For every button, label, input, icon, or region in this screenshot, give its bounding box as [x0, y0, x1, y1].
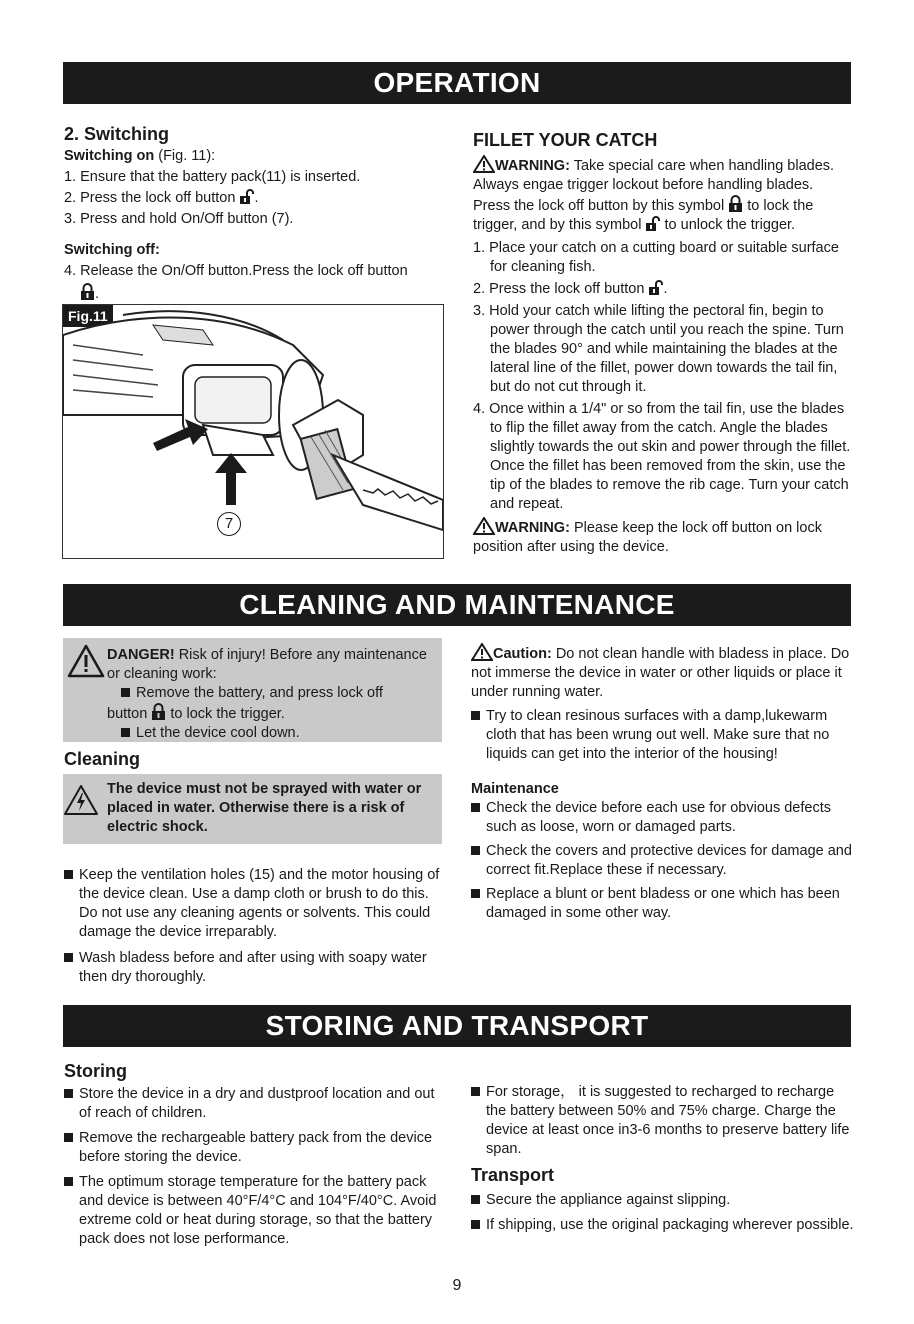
- maintenance-bullet-3: Replace a blunt or bent bladess or one which has been damaged in some other way.: [486, 886, 840, 921]
- danger-label: DANGER!: [107, 647, 175, 663]
- cleaning-bullets: [64, 866, 446, 987]
- bullet-square: [121, 688, 130, 697]
- fillet-title: FILLET YOUR CATCH: [473, 130, 658, 150]
- bullet-square: [64, 953, 73, 962]
- unlock-icon: [239, 189, 254, 204]
- lock-icon: [80, 283, 95, 300]
- fillet-step-4: 4. Once within a 1/4" or so from the tail fin, use the blades to flip the fillet away from the catch. Angle the blades slightly towards the out skin and power through the fillet. Once the fillet has been removed from the skin, use the tip of the blades to remove the rib cage. Turn your catch and repeat.: [473, 401, 851, 512]
- storing-bullet-4: For storage， it is suggested to recharged to recharge the battery between 50% and 75% charge. Charge the device at least once in3-6 months to preserve battery life span.: [486, 1084, 850, 1157]
- caution-bullet: Try to clean resinous surfaces with a damp,lukewarm cloth that has been wrung out well. Make sure that no liquids can get into the interior of the housing!: [486, 708, 830, 762]
- switching-section: [64, 123, 444, 304]
- fillet-warning-text: Take special care when handling blades. Always engae trigger lockout before handling blades.: [473, 158, 835, 193]
- bullet-square: [121, 728, 130, 737]
- switching-step-4-end: .: [95, 286, 100, 302]
- storing-title: Storing: [64, 1061, 127, 1081]
- fillet-step-2: 2. Press the lock off button: [473, 281, 645, 297]
- lock-icon: [728, 195, 743, 212]
- fillet-step-3: 3. Hold your catch while lifting the pectoral fin, begin to power through the catch until you reach the spine. Turn the blades 90° and while maintaining the blades at the lateral line of the fillet, power down towards the tail fin, but do not cut through it.: [473, 303, 844, 395]
- caution-section: [471, 643, 855, 923]
- callout-7: 7: [217, 512, 241, 536]
- page-number: 9: [452, 1277, 462, 1294]
- storing-section: [64, 1060, 448, 1249]
- maintenance-bullet-2: Check the covers and protective devices for damage and correct fit.Replace these if necessary.: [486, 843, 852, 878]
- shock-warning-box: [63, 774, 442, 844]
- bullet-square: [471, 1220, 480, 1229]
- switching-on-label: Switching on: [64, 148, 155, 164]
- unlock-icon: [648, 280, 663, 295]
- danger-triangle-icon: [67, 644, 105, 678]
- cleaning-bullet-2: Wash bladess before and after using with soapy water then dry thoroughly.: [79, 950, 427, 985]
- fillet-step-1: 1. Place your catch on a cutting board or suitable surface for cleaning fish.: [473, 240, 839, 275]
- cleaning-bullet-1: Keep the ventilation holes (15) and the motor housing of the device clean. Use a damp cloth or brush to do this. Do not use any cleaning agents or solvents. This could damage the device irreparably.: [79, 867, 440, 940]
- switching-on-ref: (Fig. 11):: [154, 148, 216, 164]
- operation-banner: OPERATION: [63, 62, 851, 104]
- figure-11: [62, 304, 444, 559]
- switching-title: 2. Switching: [64, 124, 170, 144]
- fillet-warning2-label: WARNING:: [495, 520, 570, 536]
- fillet-warning-label: WARNING:: [495, 158, 570, 174]
- fillet-warning2-text: Please keep the lock off button on lock position after using the device.: [473, 520, 822, 555]
- bullet-square: [471, 711, 480, 720]
- storing-bullet-2: Remove the rechargeable battery pack from the device before storing the device.: [79, 1130, 433, 1165]
- transport-title: Transport: [471, 1165, 555, 1185]
- electric-shock-icon: [63, 784, 99, 816]
- lock-text-a: Press the lock off button by this symbol: [473, 198, 729, 214]
- lock-icon: [151, 703, 166, 720]
- bullet-square: [64, 1089, 73, 1098]
- danger-text: Risk of injury! Before any maintenance or cleaning work:: [107, 647, 427, 682]
- danger-bullet-2: Let the device cool down.: [136, 725, 300, 741]
- bullet-square: [471, 846, 480, 855]
- switching-step-4: 4. Release the On/Off button.Press the lock off button: [64, 263, 408, 279]
- bullet-square: [64, 1133, 73, 1142]
- cleaning-title: Cleaning: [64, 749, 141, 769]
- bullet-square: [64, 1177, 73, 1186]
- caution-label: Caution:: [493, 646, 552, 662]
- transport-bullet-1: Secure the appliance against slipping.: [486, 1192, 731, 1208]
- danger-box: [63, 638, 442, 742]
- fillet-knife-illustration: [63, 305, 443, 558]
- fillet-step-2-end: .: [663, 281, 668, 297]
- storing-bullet-3: The optimum storage temperature for the battery pack and device is between 40°F/4°C and 104°F/40°C. Avoid extreme cold or heat during storage, so that the battery pack does not lose performance.: [79, 1174, 437, 1247]
- transport-bullet-2: If shipping, use the original packaging wherever possible.: [486, 1217, 854, 1233]
- storing-bullet-1: Store the device in a dry and dustproof location and out of reach of children.: [79, 1086, 435, 1121]
- figure-label: Fig.11: [63, 305, 113, 327]
- caution-text: Do not clean handle with bladess in place. Do not immerse the device in water or other liquids or place it under running water.: [471, 646, 850, 700]
- switching-step-1: 1. Ensure that the battery pack(11) is inserted.: [64, 169, 361, 185]
- lock-text-c: to unlock the trigger.: [660, 217, 796, 233]
- lock-text-b: to lock the trigger, and by this symbol: [473, 198, 814, 233]
- storing-banner: STORING AND TRANSPORT: [63, 1005, 851, 1047]
- caution-icon: [471, 643, 493, 661]
- warning-icon: [473, 517, 495, 535]
- storing-right-section: [471, 1083, 855, 1235]
- bullet-square: [471, 1087, 480, 1096]
- maintenance-bullet-1: Check the device before each use for obvious defects such as loose, worn or damaged parts.: [486, 800, 831, 835]
- danger-bullet-1: Remove the battery, and press lock off: [136, 685, 383, 701]
- cleaning-banner: CLEANING AND MAINTENANCE: [63, 584, 851, 626]
- switching-step-2-end: .: [254, 190, 259, 206]
- switching-step-3: 3. Press and hold On/Off button (7).: [64, 211, 294, 227]
- bullet-square: [471, 889, 480, 898]
- shock-warning-text: The device must not be sprayed with water or placed in water. Otherwise there is a risk of electric shock.: [107, 781, 422, 835]
- maintenance-title: Maintenance: [471, 781, 559, 797]
- unlock-icon: [645, 216, 660, 231]
- bullet-square: [471, 803, 480, 812]
- switching-step-2: 2. Press the lock off button: [64, 190, 236, 206]
- danger-bullet-1c: to lock the trigger.: [166, 706, 285, 722]
- bullet-square: [64, 870, 73, 879]
- bullet-square: [471, 1195, 480, 1204]
- fillet-section: [473, 129, 855, 557]
- danger-bullet-1b: button: [107, 706, 148, 722]
- switching-off-label: Switching off:: [64, 242, 160, 258]
- warning-icon: [473, 155, 495, 173]
